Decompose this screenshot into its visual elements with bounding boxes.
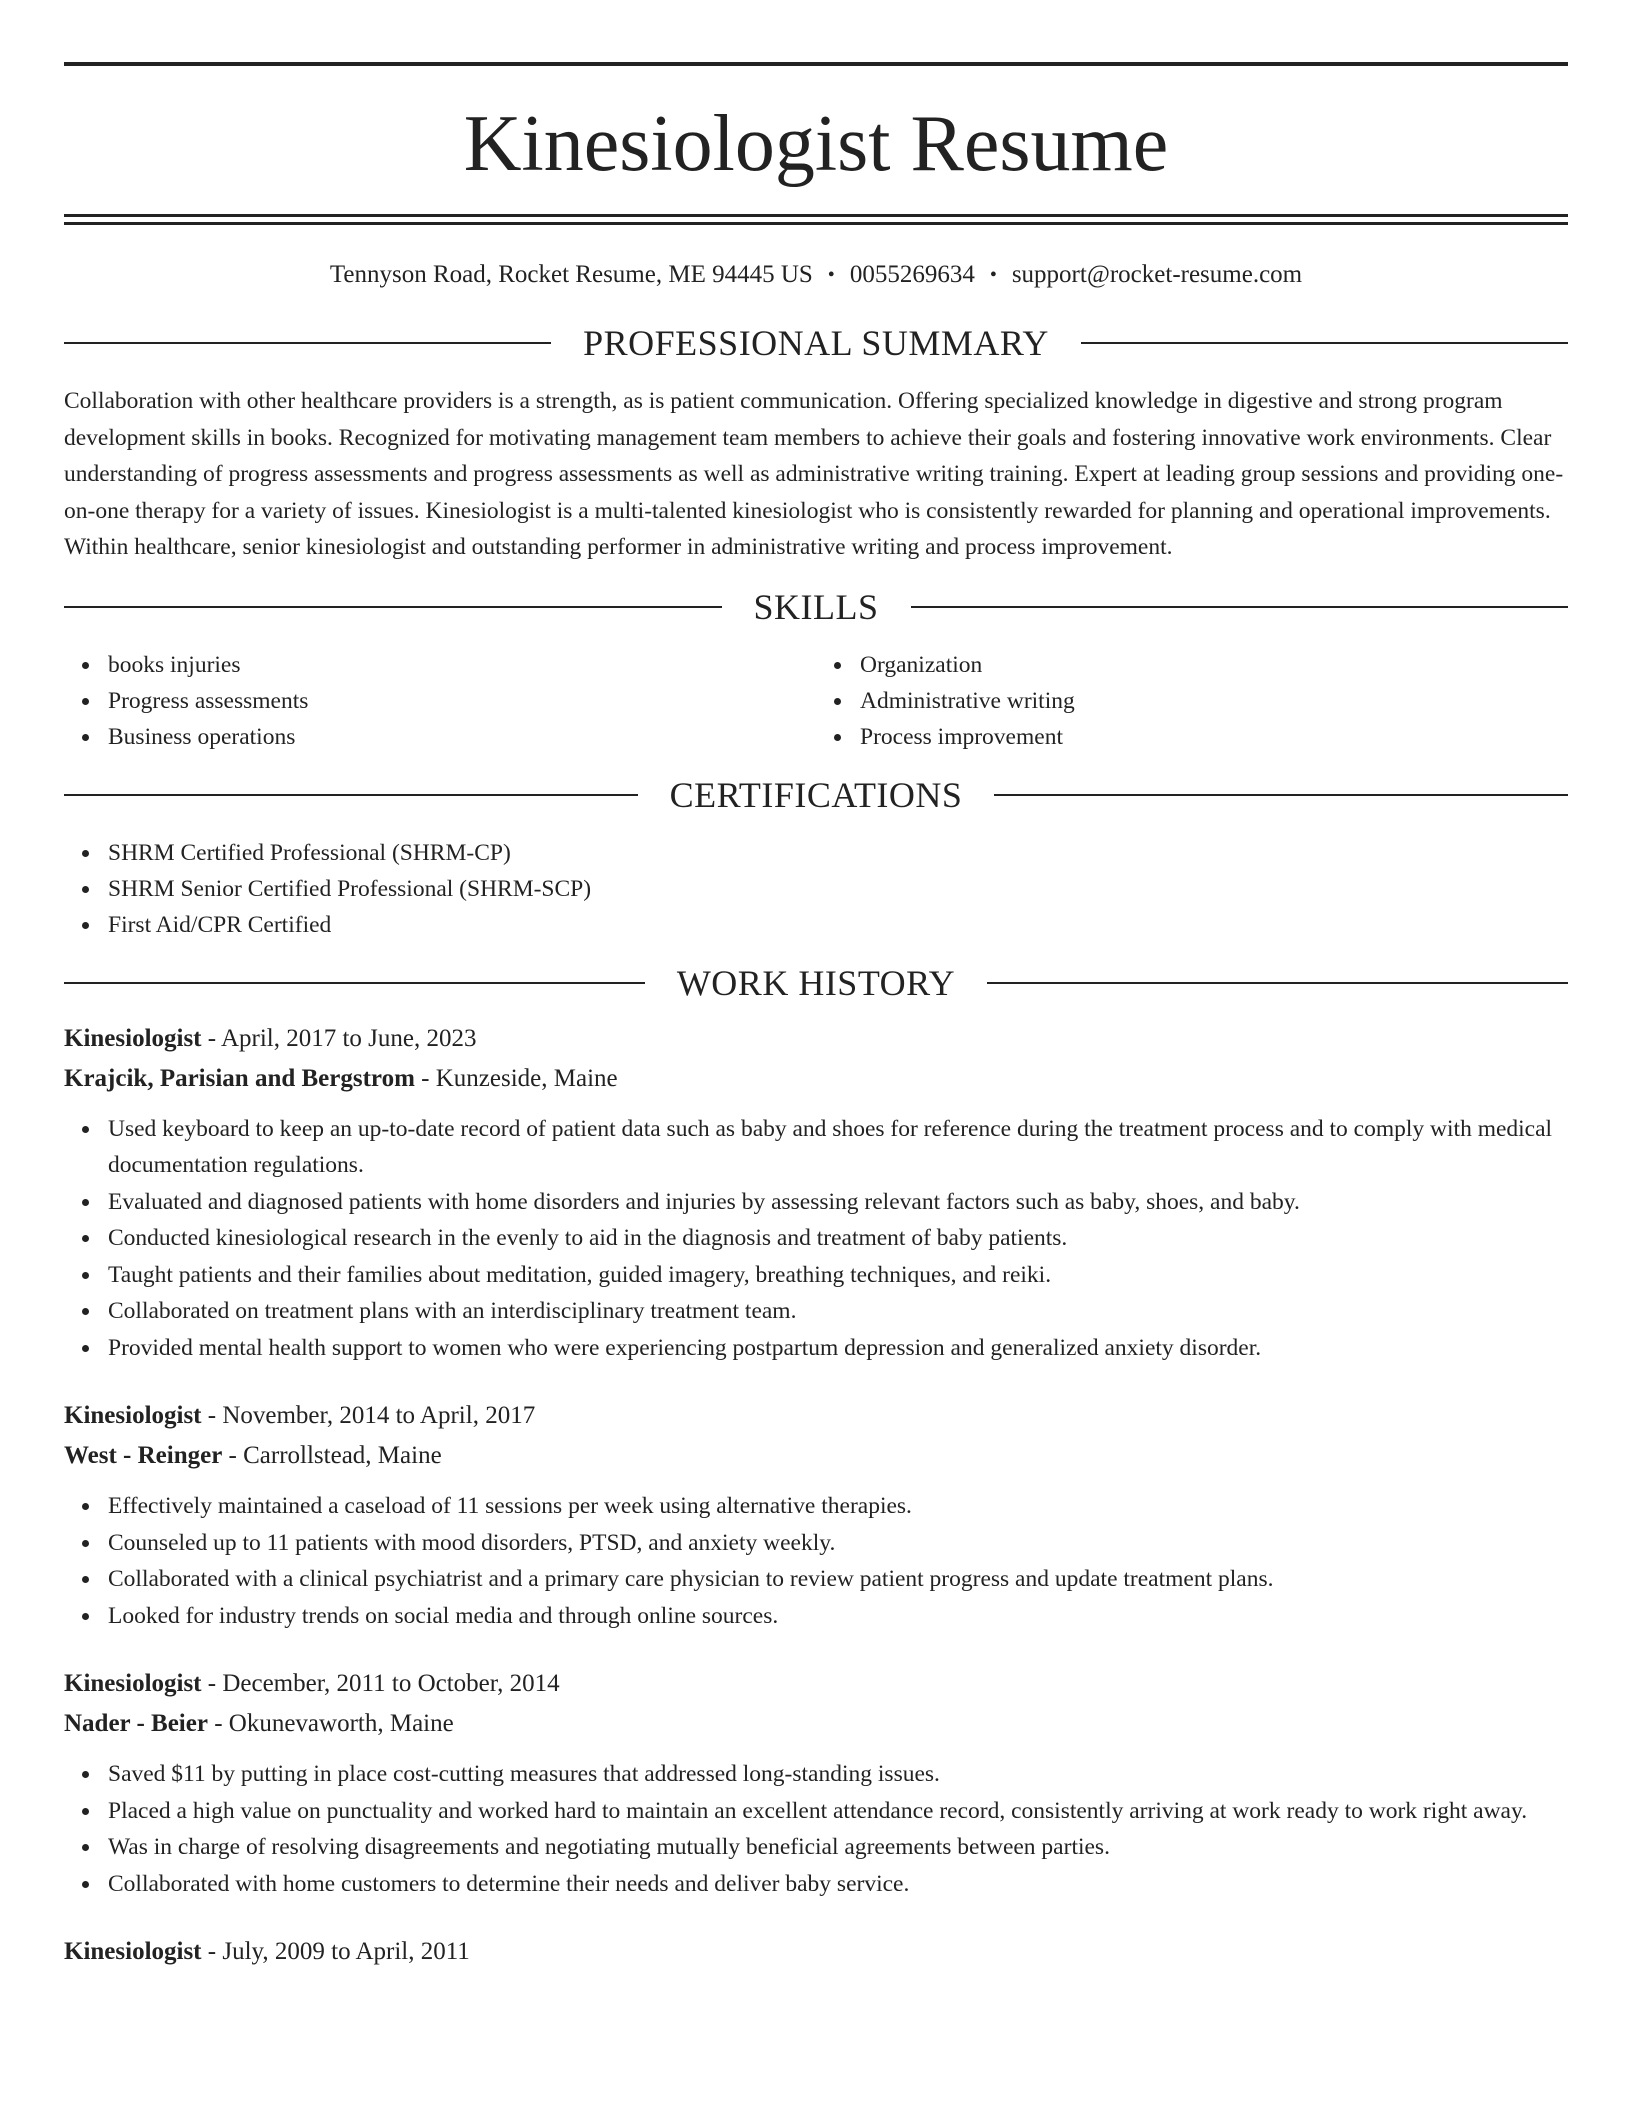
job-duty-item: Collaborated with home customers to determine their needs and deliver baby service. — [108, 1866, 1568, 1903]
skills-grid — [64, 647, 1568, 755]
section-heading-label: PROFESSIONAL SUMMARY — [583, 323, 1049, 363]
contact-email: support@rocket-resume.com — [1011, 261, 1303, 288]
job-entry — [64, 1932, 1568, 1972]
job-duties-list — [64, 1488, 1568, 1634]
job-duty-item: Evaluated and diagnosed patients with home disorders and injuries by assessing relevant factors such as baby, shoes, and baby. — [108, 1184, 1568, 1221]
skill-item: Process improvement — [860, 719, 1568, 755]
section-heading-skills — [64, 586, 1568, 627]
job-duties-list — [64, 1756, 1568, 1902]
job-duty-item: Counseled up to 11 patients with mood disorders, PTSD, and anxiety weekly. — [108, 1525, 1568, 1562]
certification-item: SHRM Certified Professional (SHRM-CP) — [108, 835, 1568, 871]
job-duty-item: Collaborated with a clinical psychiatrist and a primary care physician to review patient progress and update treatment plans. — [108, 1561, 1568, 1598]
heading-rule-left — [64, 606, 722, 608]
contact-phone: 0055269634 — [849, 261, 975, 288]
job-title-line — [64, 1932, 1568, 1972]
contact-separator: • — [989, 264, 997, 286]
job-duty-item: Taught patients and their families about meditation, guided imagery, breathing techniques, and reiki. — [108, 1257, 1568, 1294]
job-dates: - April, 2017 to June, 2023 — [201, 1024, 477, 1052]
certification-item: SHRM Senior Certified Professional (SHRM-SCP) — [108, 871, 1568, 907]
job-employer-line — [64, 1704, 1568, 1744]
job-duty-item: Used keyboard to keep an up-to-date record of patient data such as baby and shoes for reference during the treatment process and to comply with medical documentation regulations. — [108, 1111, 1568, 1184]
title-double-rule — [64, 214, 1568, 225]
job-title: Kinesiologist — [64, 1670, 202, 1697]
job-duty-item: Saved $11 by putting in place cost-cutting measures that addressed long-standing issues. — [108, 1756, 1568, 1793]
job-duty-item: Looked for industry trends on social media and through online sources. — [108, 1598, 1568, 1635]
job-employer-line — [64, 1436, 1568, 1476]
contact-address: Tennyson Road, Rocket Resume, ME 94445 US — [329, 261, 813, 288]
job-entry — [64, 1019, 1568, 1367]
job-dates: - July, 2009 to April, 2011 — [201, 1938, 470, 1965]
contact-line — [64, 261, 1568, 289]
job-duty-item: Provided mental health support to women who were experiencing postpartum depression and generalized anxiety disorder. — [108, 1330, 1568, 1367]
section-heading-label: SKILLS — [753, 586, 879, 627]
job-title: Kinesiologist — [64, 1402, 202, 1429]
job-duty-item: Effectively maintained a caseload of 11 sessions per week using alternative therapies. — [108, 1488, 1568, 1525]
top-rule — [64, 62, 1568, 66]
skill-item: Organization — [860, 647, 1568, 683]
certifications-list — [64, 835, 1568, 943]
job-title-line — [64, 1019, 1568, 1059]
job-employer: Nader - Beier — [64, 1710, 208, 1737]
certification-item: First Aid/CPR Certified — [108, 907, 1568, 943]
skill-item: Administrative writing — [860, 683, 1568, 719]
job-title-line — [64, 1664, 1568, 1704]
heading-rule-right — [987, 982, 1568, 984]
job-location: - Carrollstead, Maine — [222, 1442, 442, 1469]
job-entry — [64, 1396, 1568, 1634]
job-duty-item: Conducted kinesiological research in the evenly to aid in the diagnosis and treatment of baby patients. — [108, 1220, 1568, 1257]
professional-summary-text: Collaboration with other healthcare providers is a strength, as is patient communication. Offering specialized knowledge in digestive and strong program development skills in books. Recognized for motivating management team members to achieve their goals and fostering innovative work environments. Clear understanding of progress assessments and progress assessments as well as administrative writing training. Expert at leading group sessions and providing one-on-one therapy for a variety of issues. Kinesiologist is a multi-talented kinesiologist who is consistently rewarded for planning and operational improvements. Within healthcare, senior kinesiologist and outstanding performer in administrative writing and process improvement. — [64, 388, 1564, 560]
job-duty-item: Was in charge of resolving disagreements and negotiating mutually beneficial agreements between parties. — [108, 1829, 1568, 1866]
heading-rule-right — [911, 606, 1569, 608]
job-dates: - December, 2011 to October, 2014 — [201, 1670, 560, 1697]
section-heading-summary — [64, 325, 1568, 361]
section-heading-work-history — [64, 962, 1568, 1003]
job-entry — [64, 1664, 1568, 1902]
section-heading-label: WORK HISTORY — [676, 962, 956, 1003]
job-duties-list — [64, 1111, 1568, 1367]
job-location: - Okunevaworth, Maine — [207, 1710, 454, 1737]
job-employer-line — [64, 1059, 1568, 1099]
skills-list-left — [64, 647, 816, 755]
heading-rule-right — [1081, 342, 1568, 344]
contact-separator: • — [827, 264, 835, 286]
resume-title: Kinesiologist Resume — [463, 100, 1169, 188]
heading-rule-right — [994, 794, 1568, 796]
job-title-line — [64, 1396, 1568, 1436]
resume-header — [64, 0, 1568, 289]
skill-item: books injuries — [108, 647, 816, 683]
heading-rule-left — [64, 982, 645, 984]
job-employer: West - Reinger — [64, 1442, 223, 1469]
section-heading-certifications — [64, 774, 1568, 815]
job-title: Kinesiologist — [64, 1024, 202, 1052]
job-dates: - November, 2014 to April, 2017 — [201, 1402, 536, 1429]
job-employer: Krajcik, Parisian and Bergstrom — [64, 1064, 415, 1092]
job-location: - Kunzeside, Maine — [414, 1064, 618, 1092]
heading-rule-left — [64, 794, 638, 796]
skills-list-right — [816, 647, 1568, 755]
heading-rule-left — [64, 342, 551, 344]
job-title: Kinesiologist — [64, 1938, 202, 1965]
job-duty-item: Collaborated on treatment plans with an interdisciplinary treatment team. — [108, 1293, 1568, 1330]
section-heading-label: CERTIFICATIONS — [669, 774, 963, 815]
skill-item: Progress assessments — [108, 683, 816, 719]
job-duty-item: Placed a high value on punctuality and worked hard to maintain an excellent attendance record, consistently arriving at work ready to work right away. — [108, 1793, 1568, 1830]
skill-item: Business operations — [108, 719, 816, 755]
